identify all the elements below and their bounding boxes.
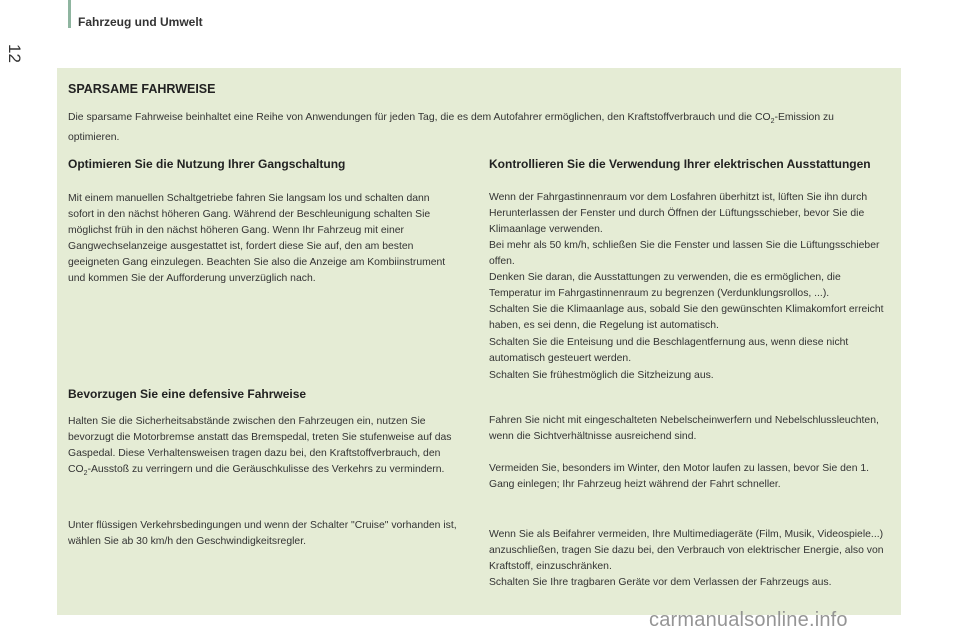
intro-paragraph xyxy=(68,110,888,146)
watermark: carmanualsonline.info xyxy=(649,609,848,631)
equipment-paragraph-4: Schalten Sie die Klimaanlage aus, sobald Sie den gewünschten Klimakomfort erreicht haben, es sei denn, die Regelung ist automatisch. xyxy=(489,304,884,331)
defensive-paragraph xyxy=(68,414,458,482)
equipment-paragraph-2: Bei mehr als 50 km/h, schließen Sie die Fenster und lassen Sie die Lüftungsschieber offen. xyxy=(489,240,880,267)
defensive-heading: Bevorzugen Sie eine defensive Fahrweise xyxy=(68,387,307,401)
intro-subscript: 2 xyxy=(770,118,775,126)
winter-paragraph: Vermeiden Sie, besonders im Winter, den Motor laufen zu lassen, bevor Sie den 1. Gang einlegen; Ihr Fahrzeug heizt während der Fahrt schneller. xyxy=(489,463,870,490)
page-number: 12 xyxy=(5,44,24,63)
equipment-paragraph-3: Denken Sie daran, die Ausstattungen zu verwenden, die es ermöglichen, die Temperatur im Fahrgastinnenraum zu begrenzen (Verdunklungsrollos, ...). xyxy=(489,272,841,299)
gear-heading: Optimieren Sie die Nutzung Ihrer Gangschaltung xyxy=(68,157,346,171)
equipment-paragraph-6: Schalten Sie frühestmöglich die Sitzheizung aus. xyxy=(489,370,714,381)
main-title: SPARSAME FAHRWEISE xyxy=(68,82,216,96)
cruise-paragraph: Unter flüssigen Verkehrsbedingungen und wenn der Schalter "Cruise" vorhanden ist, wählen Sie ab 30 km/h den Geschwindigkeitsregler. xyxy=(68,520,457,547)
equipment-paragraph-5: Schalten Sie die Enteisung und die Beschlagentfernung aus, wenn diese nicht automatisch gesteuert werden. xyxy=(489,337,849,364)
section-header: Fahrzeug und Umwelt xyxy=(78,15,203,29)
intro-text-end: -Emission zu optimieren. xyxy=(68,112,834,144)
intro-text: Die sparsame Fahrweise beinhaltet eine Reihe von Anwendungen für jeden Tag, die es dem Autofahrer ermöglichen, den Kraftstoffverbrauch und die CO xyxy=(68,112,771,123)
equipment-heading: Kontrollieren Sie die Verwendung Ihrer elektrischen Ausstattungen xyxy=(489,157,871,171)
defensive-subscript: 2 xyxy=(83,470,88,478)
header-accent-bar xyxy=(68,0,71,28)
defensive-text: Halten Sie die Sicherheitsabstände zwischen den Fahrzeugen ein, nutzen Sie bevorzugt die Motorbremse anstatt das Bremspedal, treten Sie stufenweise auf das Gaspedal. Diese Verhaltensweisen tragen dazu bei, den Kraftstoffverbrauch, den CO xyxy=(68,416,452,475)
devices-paragraph: Schalten Sie Ihre tragbaren Geräte vor dem Verlassen der Fahrzeugs aus. xyxy=(489,577,832,588)
multimedia-paragraph: Wenn Sie als Beifahrer vermeiden, Ihre Multimediageräte (Film, Musik, Videospiele...) anzuschließen, tragen Sie dazu bei, den Verbrauch von elektrischer Energie, also von Kraftstoff, einzuschränken. xyxy=(489,529,884,572)
defensive-text-end: -Ausstoß zu verringern und die Geräuschkulisse des Verkehrs zu vermindern. xyxy=(87,464,445,475)
equipment-paragraph-1: Wenn der Fahrgastinnenraum vor dem Losfahren überhitzt ist, lüften Sie ihn durch Herunterlassen der Fenster und durch Öffnen der Lüftungsschieber, bevor Sie die Klimaanlage verwenden. xyxy=(489,192,868,235)
fog-light-paragraph: Fahren Sie nicht mit eingeschalteten Nebelscheinwerfern und Nebelschlussleuchten, wenn die Sichtverhältnisse ausreichend sind. xyxy=(489,415,879,442)
gear-paragraph: Mit einem manuellen Schaltgetriebe fahren Sie langsam los und schalten dann sofort in den nächst höheren Gang. Während der Beschleunigung schalten Sie möglichst früh in den nächst höheren Gang. Wenn Ihr Fahrzeug mit einer Gangwechselanzeige ausgestattet ist, fordert diese Sie auf, den am besten geeigneten Gang einzulegen. Beachten Sie also die Anzeige am Kombiinstrument und kommen Sie der Aufforderung unverzüglich nach. xyxy=(68,193,446,284)
